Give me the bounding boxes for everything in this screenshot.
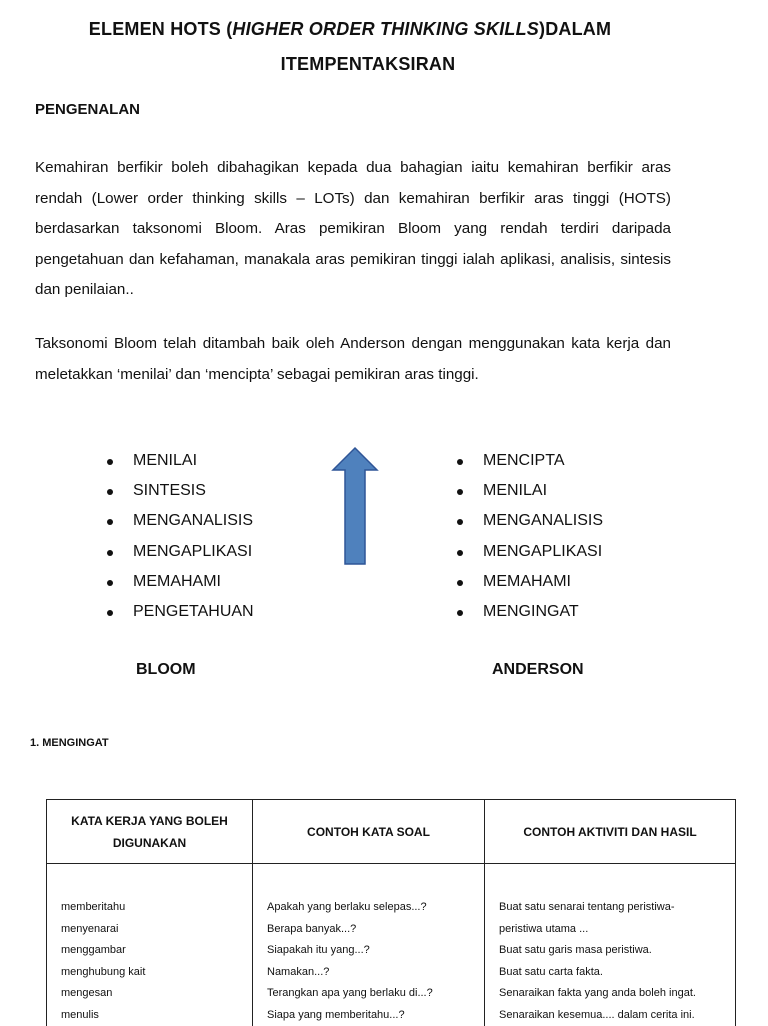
anderson-list <box>457 446 603 627</box>
bloom-item: MEMAHAMI <box>107 567 254 597</box>
bloom-item: MENGANALISIS <box>107 506 254 536</box>
anderson-item: MENGAPLIKASI <box>457 537 603 567</box>
document-title-line2: ITEMPENTAKSIRAN <box>18 54 718 75</box>
cell-line: Senaraikan fakta yang anda boleh ingat. <box>499 983 735 1005</box>
intro-heading: PENGENALAN <box>35 101 140 118</box>
table-row <box>47 864 736 1026</box>
document-title <box>0 19 700 40</box>
cell-line: Berapa banyak...? <box>267 919 484 941</box>
up-arrow-icon <box>330 446 380 573</box>
bloom-item: SINTESIS <box>107 476 254 506</box>
anderson-item: MENCIPTA <box>457 446 603 476</box>
cell-line: Namakan...? <box>267 962 484 984</box>
title-prefix: ELEMEN HOTS ( <box>89 19 233 39</box>
cell-line: Buat satu senarai tentang peristiwa- <box>499 897 735 919</box>
cell-line: menggambar <box>61 940 252 962</box>
cell-line: Apakah yang berlaku selepas...? <box>267 897 484 919</box>
cell-line: Buat satu garis masa peristiwa. <box>499 940 735 962</box>
intro-paragraph: Kemahiran berfikir boleh dibahagikan kepada dua bahagian iaitu kemahiran berfikir aras rendah (Lower order thinking skills – LOTs) dan kemahiran berfikir aras tinggi (HOTS) berdasarkan taksonomi Bloom. Aras pemikiran Bloom yang rendah terdiri daripada pengetahuan dan kefahaman, manakala aras pemikiran tinggi ialah aplikasi, analisis, sintesis dan penilaian.. <box>35 153 671 306</box>
cell-line: memberitahu <box>61 897 252 919</box>
section-title: 1. MENGINGAT <box>30 737 109 749</box>
table-cell-verbs <box>47 864 253 1026</box>
cell-line: Senaraikan kesemua.... dalam cerita ini. <box>499 1005 735 1026</box>
bloom-item: MENILAI <box>107 446 254 476</box>
cell-line: menyenarai <box>61 919 252 941</box>
table-cell-questions <box>253 864 485 1026</box>
cell-line: Siapakah itu yang...? <box>267 940 484 962</box>
bloom-caption: BLOOM <box>136 661 196 679</box>
cell-line: mengesan <box>61 983 252 1005</box>
bloom-item: MENGAPLIKASI <box>107 537 254 567</box>
anderson-item: MENILAI <box>457 476 603 506</box>
title-suffix: )DALAM <box>539 19 611 39</box>
cell-line: Terangkan apa yang berlaku di...? <box>267 983 484 1005</box>
cell-line: peristiwa utama ... <box>499 919 735 941</box>
anderson-item: MENGINGAT <box>457 597 603 627</box>
verb-table <box>46 799 736 1026</box>
anderson-caption: ANDERSON <box>492 661 584 679</box>
table-header-cell: CONTOH AKTIVITI DAN HASIL <box>485 800 736 864</box>
bloom-list <box>107 446 254 627</box>
cell-line: Siapa yang memberitahu...? <box>267 1005 484 1026</box>
anderson-item: MEMAHAMI <box>457 567 603 597</box>
anderson-paragraph: Taksonomi Bloom telah ditambah baik oleh Anderson dengan menggunakan kata kerja dan meletakkan ‘menilai’ dan ‘mencipta’ sebagai pemikiran aras tinggi. <box>35 329 671 390</box>
cell-line: menulis <box>61 1005 252 1026</box>
table-cell-activities <box>485 864 736 1026</box>
table-header-cell: CONTOH KATA SOAL <box>253 800 485 864</box>
bloom-item: PENGETAHUAN <box>107 597 254 627</box>
cell-line: menghubung kait <box>61 962 252 984</box>
cell-line: Buat satu carta fakta. <box>499 962 735 984</box>
table-header-row <box>47 800 736 864</box>
anderson-item: MENGANALISIS <box>457 506 603 536</box>
title-italic: HIGHER ORDER THINKING SKILLS <box>232 19 539 39</box>
table-header-cell: KATA KERJA YANG BOLEH DIGUNAKAN <box>47 800 253 864</box>
